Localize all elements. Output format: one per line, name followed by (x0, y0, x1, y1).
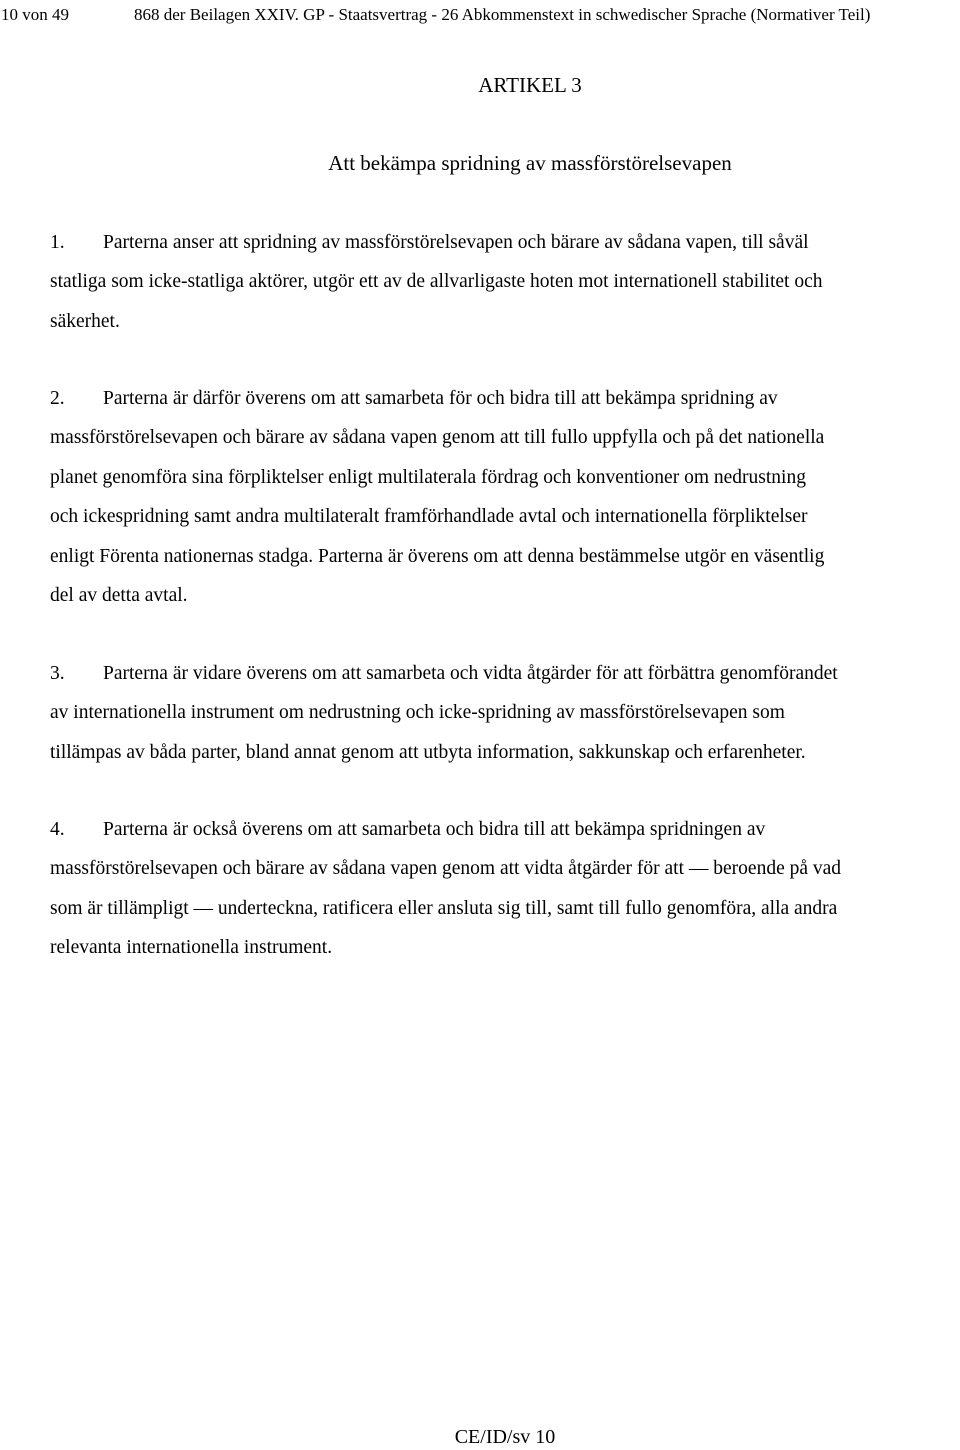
paragraph-text: Parterna är därför överens om att samarbeta för och bidra till att bekämpa spridning av (103, 388, 778, 409)
paragraph-line: enligt Förenta nationernas stadga. Parterna är överens om att denna bestämmelse utgör en väsentlig (50, 545, 825, 567)
paragraph-4 (50, 810, 960, 968)
paragraph-number: 1. (50, 232, 65, 253)
paragraph-line (50, 654, 960, 693)
paragraph-2 (50, 379, 960, 615)
paragraph-line: planet genomföra sina förpliktelser enligt multilaterala fördrag och konventioner om nedrustning (50, 466, 806, 488)
paragraph-line: relevanta internationella instrument. (50, 937, 333, 959)
paragraph-line: del av detta avtal. (50, 585, 188, 607)
article-title: Att bekämpa spridning av massförstörelsevapen (328, 151, 732, 175)
paragraph-line: tillämpas av båda parter, bland annat genom att utbyta information, sakkunskap och erfarenheter. (50, 741, 806, 763)
paragraph-line (50, 810, 960, 849)
paragraph-line: massförstörelsevapen och bärare av sådana vapen genom att till fullo uppfylla och på det nationella (50, 427, 825, 449)
paragraph-line: som är tillämpligt — underteckna, ratificera eller ansluta sig till, samt till fullo genomföra, alla andra (50, 897, 838, 919)
paragraph-text: Parterna anser att spridning av massförstörelsevapen och bärare av sådana vapen, till såväl (103, 232, 809, 253)
page-header (1, 3, 951, 27)
paragraph-line: och ickespridning samt andra multilateralt framförhandlade avtal och internationella förpliktelser (50, 506, 808, 528)
paragraph-1 (50, 223, 960, 341)
paragraph-3 (50, 654, 960, 772)
paragraph-line (50, 223, 960, 262)
paragraph-line: av internationella instrument om nedrustning och icke-spridning av massförstörelsevapen som (50, 702, 785, 724)
header-page-info: 10 von 49 (1, 5, 69, 24)
article-number: ARTIKEL 3 (478, 73, 582, 97)
paragraph-number: 3. (50, 663, 65, 684)
paragraph-text: Parterna är vidare överens om att samarbeta och vidta åtgärder för att förbättra genomförandet (103, 663, 838, 684)
paragraph-text: Parterna är också överens om att samarbeta och bidra till att bekämpa spridningen av (103, 819, 766, 840)
paragraph-line: massförstörelsevapen och bärare av sådana vapen genom att vidta åtgärder för att — beroende på vad (50, 858, 842, 880)
footer-document-code: CE/ID/sv 10 (454, 1426, 556, 1448)
paragraph-line: statliga som icke-statliga aktörer, utgör ett av de allvarligaste hoten mot internationell stabilitet och (50, 271, 823, 293)
paragraph-number: 2. (50, 388, 65, 409)
header-document-reference: 868 der Beilagen XXIV. GP - Staatsvertrag - 26 Abkommenstext in schwedischer Sprache (Normativer Teil) (134, 5, 871, 24)
paragraph-line: säkerhet. (50, 310, 120, 332)
paragraph-line (50, 379, 960, 418)
paragraph-number: 4. (50, 819, 65, 840)
